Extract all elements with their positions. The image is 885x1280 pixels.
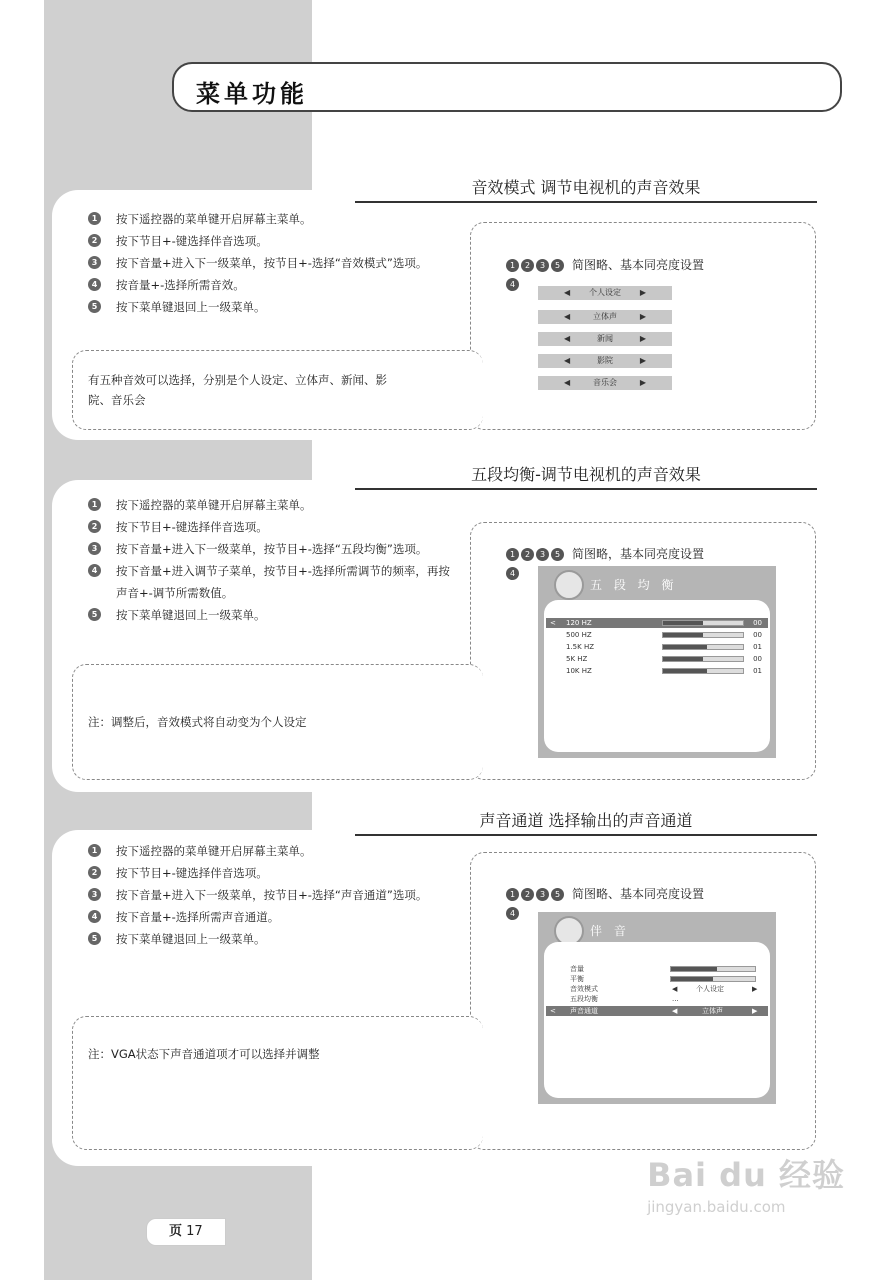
menu-option: [538, 376, 672, 390]
list-item: [88, 494, 458, 516]
note-text: 注：调整后，音效模式将自动变为个人设定: [88, 715, 307, 729]
step-number-icon: 1: [506, 259, 519, 272]
table-row: [546, 964, 768, 974]
table-row: [546, 618, 768, 628]
table-row: [546, 1006, 768, 1016]
arrow-left-icon: ◀: [672, 1007, 678, 1015]
list-item: [88, 604, 458, 626]
arrow-left-icon: ◀: [564, 288, 571, 297]
step-number-icon: 1: [506, 888, 519, 901]
note-text: 注：VGA状态下声音通道项才可以选择并调整: [88, 1047, 320, 1061]
arrow-right-icon: ▶: [639, 378, 646, 387]
watermark-brand: Bai du 经验: [647, 1156, 845, 1194]
arrow-left-icon: ◀: [564, 334, 571, 343]
step-text: 按音量+-选择所需音效。: [116, 278, 245, 292]
eq-level-fill: [663, 633, 703, 637]
caption-text: 简图略、基本同亮度设置: [572, 887, 705, 901]
list-item: [88, 274, 458, 296]
setting-label: 平衡: [570, 975, 584, 983]
arrow-right-icon: ▶: [752, 985, 758, 993]
step-text: 按下遥控器的菜单键开启屏幕主菜单。: [116, 844, 312, 858]
arrow-left-icon: ◀: [672, 985, 678, 993]
watermark-url: jingyan.baidu.com: [647, 1198, 786, 1216]
caption-text: 简图略，基本同亮度设置: [572, 547, 705, 561]
eq-level-fill: [663, 657, 703, 661]
step-number-icon: 4: [506, 907, 519, 920]
step-number-icon: 1: [88, 212, 101, 225]
eq-value: 00: [753, 655, 762, 663]
eq-level-bar: [662, 668, 744, 674]
step-number-icon: 1: [506, 548, 519, 561]
avatar: [554, 570, 584, 600]
eq-value: 01: [753, 667, 762, 675]
table-row: [546, 974, 768, 984]
eq-screen: [538, 566, 776, 758]
step-number-icons: [506, 547, 566, 561]
list-item: [88, 252, 458, 274]
step-text: 按下遥控器的菜单键开启屏幕主菜单。: [116, 498, 312, 512]
caption-text: 简图略、基本同亮度设置: [572, 258, 705, 272]
step-number-icon: 5: [88, 300, 101, 313]
section-heading: 五段均衡-调节电视机的声音效果: [355, 462, 817, 490]
figure-box: [470, 222, 816, 430]
step-number-icon: 2: [521, 548, 534, 561]
arrow-right-icon: ▶: [639, 288, 646, 297]
step-number-icon: 2: [88, 234, 101, 247]
eq-level-bar: [662, 632, 744, 638]
step-number-icon: 5: [88, 608, 101, 621]
menu-option-label: 新闻: [597, 334, 613, 343]
page-number-prefix: 页: [169, 1224, 183, 1239]
step-number-icon: 2: [521, 888, 534, 901]
step-text: 按下音量+进入调节子菜单，按节目+-选择所需调节的频率，再按声音+-调节所需数值。: [116, 564, 450, 600]
steps-list: [88, 840, 458, 950]
step-number-icon: 5: [551, 548, 564, 561]
setting-label: 音量: [570, 965, 584, 973]
setting-label: 五段均衡: [570, 995, 598, 1003]
balance-bar: [670, 976, 756, 982]
eq-value: 00: [753, 619, 762, 627]
list-item: [88, 538, 458, 560]
steps-list: [88, 208, 458, 318]
list-item: [88, 928, 458, 950]
arrow-left-icon: ◀: [564, 312, 571, 321]
setting-label: 声音通道: [570, 1007, 598, 1015]
eq-level-bar: [662, 656, 744, 662]
eq-frequency: 120 HZ: [566, 619, 592, 627]
sound-screen: [538, 912, 776, 1104]
step-text: 按下节目+-键选择伴音选项。: [116, 520, 268, 534]
eq-level-bar: [662, 644, 744, 650]
menu-option: [538, 310, 672, 324]
setting-value: 个人设定: [696, 985, 724, 993]
menu-option: [538, 354, 672, 368]
arrow-right-icon: ▶: [639, 312, 646, 321]
menu-option: [538, 332, 672, 346]
table-row: [546, 666, 768, 676]
figure-caption: [506, 256, 704, 273]
arrow-right-icon: ▶: [752, 1007, 758, 1015]
step-text: 按下音量+进入下一级菜单，按节目+-选择“五段均衡”选项。: [116, 542, 428, 556]
steps-list: [88, 494, 458, 626]
step-number-icon: 3: [536, 548, 549, 561]
step-number-icon: 5: [551, 888, 564, 901]
setting-value: ...: [672, 995, 679, 1003]
watermark: [647, 1150, 845, 1216]
step-text: 按下菜单键退回上一级菜单。: [116, 300, 266, 314]
note-text: 有五种音效可以选择，分别是个人设定、立体声、新闻、影院、音乐会: [88, 373, 387, 407]
list-item: [88, 208, 458, 230]
step-number-icon: 4: [506, 278, 519, 291]
step-text: 按下音量+进入下一级菜单，按节目+-选择“声音通道”选项。: [116, 888, 428, 902]
step-number-icon: 1: [88, 844, 101, 857]
list-item: [88, 862, 458, 884]
menu-option-label: 立体声: [593, 312, 617, 321]
arrow-right-icon: ▶: [639, 334, 646, 343]
selection-cursor-icon: <: [550, 1007, 556, 1015]
section-heading: 声音通道 选择输出的声音通道: [355, 808, 817, 836]
screen-title: 五 段 均 衡: [590, 578, 678, 592]
table-row: [546, 984, 768, 994]
setting-label: 音效模式: [570, 985, 598, 993]
arrow-left-icon: ◀: [564, 378, 571, 387]
step-text: 按下音量+-选择所需声音通道。: [116, 910, 280, 924]
eq-level-bar: [662, 620, 744, 626]
step-text: 按下音量+进入下一级菜单，按节目+-选择“音效模式”选项。: [116, 256, 428, 270]
page-number-tab: [146, 1218, 226, 1246]
arrow-right-icon: ▶: [639, 356, 646, 365]
volume-bar: [670, 966, 756, 972]
step-number-icon: 1: [88, 498, 101, 511]
figure-caption: [506, 545, 704, 562]
volume-fill: [671, 967, 717, 971]
step-number-icons: [506, 258, 566, 272]
menu-option: [538, 286, 672, 300]
step-number-icon: 2: [521, 259, 534, 272]
eq-level-fill: [663, 645, 707, 649]
menu-option-label: 音乐会: [593, 378, 617, 387]
table-row: [546, 654, 768, 664]
step-number-icon: 4: [88, 564, 101, 577]
step-text: 按下遥控器的菜单键开启屏幕主菜单。: [116, 212, 312, 226]
balance-fill: [671, 977, 713, 981]
table-row: [546, 994, 768, 1004]
table-row: [546, 630, 768, 640]
step-number-icon: 3: [88, 256, 101, 269]
setting-value: 立体声: [702, 1007, 723, 1015]
list-item: [88, 884, 458, 906]
section-heading: 音效模式 调节电视机的声音效果: [355, 175, 817, 203]
menu-option-label: 影院: [597, 356, 613, 365]
step-text: 按下节目+-键选择伴音选项。: [116, 234, 268, 248]
step-text: 按下节目+-键选择伴音选项。: [116, 866, 268, 880]
step-number-icon: 3: [88, 888, 101, 901]
eq-level-fill: [663, 669, 707, 673]
note-box: [72, 1016, 483, 1150]
list-item: [88, 906, 458, 928]
step-number-icon: 4: [88, 278, 101, 291]
table-row: [546, 642, 768, 652]
eq-value: 00: [753, 631, 762, 639]
step-text: 按下菜单键退回上一级菜单。: [116, 932, 266, 946]
step-number-icon: 3: [536, 888, 549, 901]
page-title: 菜单功能: [196, 80, 308, 108]
step-number-icon: 3: [536, 259, 549, 272]
list-item: [88, 840, 458, 862]
selection-cursor-icon: <: [550, 619, 556, 627]
eq-value: 01: [753, 643, 762, 651]
list-item: [88, 560, 458, 604]
eq-frequency: 10K HZ: [566, 667, 592, 675]
step-number-icon: 4: [88, 910, 101, 923]
menu-option-label: 个人设定: [589, 288, 621, 297]
step-number-icons: [506, 887, 566, 901]
step-number-icon: 5: [88, 932, 101, 945]
list-item: [88, 296, 458, 318]
page-number: 17: [186, 1224, 203, 1239]
arrow-left-icon: ◀: [564, 356, 571, 365]
step-number-icon: 2: [88, 866, 101, 879]
list-item: [88, 230, 458, 252]
eq-frequency: 1.5K HZ: [566, 643, 595, 651]
screen-title: 伴 音: [590, 924, 630, 938]
step-number-icon: 3: [88, 542, 101, 555]
step-number-icon: 2: [88, 520, 101, 533]
eq-frequency: 500 HZ: [566, 631, 592, 639]
step-number-icon: 5: [551, 259, 564, 272]
list-item: [88, 516, 458, 538]
page-title-box: [172, 62, 842, 112]
step-number-icon: 4: [506, 567, 519, 580]
eq-level-fill: [663, 621, 703, 625]
figure-caption: [506, 885, 704, 902]
eq-frequency: 5K HZ: [566, 655, 588, 663]
step-text: 按下菜单键退回上一级菜单。: [116, 608, 266, 622]
